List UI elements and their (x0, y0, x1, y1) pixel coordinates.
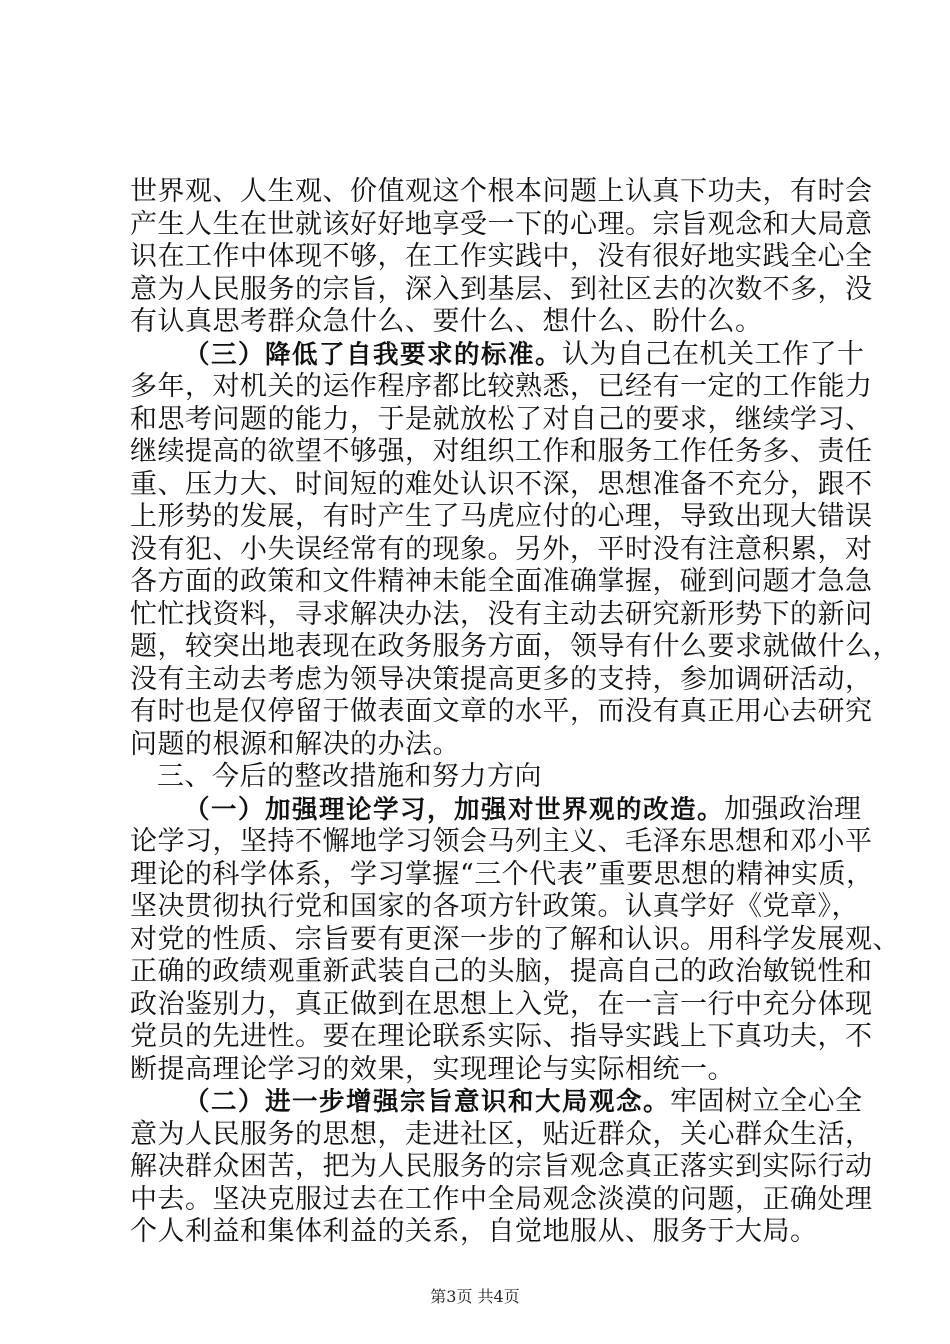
text-line: 意为人民服务的思想，走进社区，贴近群众，关心群众生活， (130, 1118, 873, 1150)
text-line: 党员的先进性。要在理论联系实际、指导实践上下真功夫，不 (130, 1021, 873, 1052)
section-title: 三、今后的整改措施和努力方向 (157, 761, 542, 792)
text-line: 各方面的政策和文件精神未能全面准确掌握，碰到问题才急急 (130, 566, 873, 597)
paragraph-heading: （一）加强理论学习，加强对世界观的改造。 (184, 794, 725, 825)
text-line: 题，较突出地表现在政务服务方面，领导有什么要求就做什么， (130, 631, 900, 662)
paragraph-first-line (130, 338, 865, 372)
text-line: 识在工作中体现不够，在工作实践中，没有很好地实践全心全 (130, 241, 873, 272)
page-footer: 第3页 共4页 (430, 1287, 520, 1306)
paragraph-lead-text: 加强政治理 (724, 793, 862, 825)
document-body (130, 176, 900, 1249)
text-line: 坚决贯彻执行党和国家的各项方针政策。认真学好《党章》， (130, 891, 859, 922)
text-line: 问题的根源和解决的办法。 (130, 728, 460, 760)
paragraph-heading: （二）进一步增强宗旨意识和大局观念。 (184, 1087, 671, 1117)
text-line: 解决群众困苦，把为人民服务的宗旨观念真正落实到实际行动 (130, 1151, 873, 1182)
text-line: 产生人生在世就该好好地享受一下的心理。宗旨观念和大局意 (130, 208, 873, 240)
paragraph-heading: （三）降低了自我要求的标准。 (184, 339, 563, 370)
paragraph-lead-text: 认为自己在机关工作了十 (562, 338, 865, 370)
text-line: 和思考问题的能力，于是就放松了对自己的要求，继续学习、 (130, 403, 873, 435)
text-line: 论学习，坚持不懈地学习领会马列主义、毛泽东思想和邓小平 (130, 826, 873, 857)
text-line: 上形势的发展，有时产生了马虎应付的心理，导致出现大错误 (130, 501, 873, 532)
text-line: 对党的性质、宗旨要有更深一步的了解和认识。用科学发展观、 (130, 923, 900, 955)
paragraph-first-line (130, 793, 862, 827)
text-line: 中去。坚决克服过去在工作中全局观念淡漠的问题，正确处理 (130, 1183, 873, 1215)
paragraph-first-line (130, 1086, 863, 1119)
text-line: 继续提高的欲望不够强，对组织工作和服务工作任务多、责任 (130, 436, 873, 467)
text-line: 重、压力大、时间短的难处认识不深，思想准备不充分，跟不 (130, 468, 873, 500)
paragraph-lead-text: 牢固树立全心全 (670, 1086, 863, 1117)
text-line: 忙忙找资料，寻求解决办法，没有主动去研究新形势下的新问 (130, 598, 873, 630)
text-line: 有认真思考群众急什么、要什么、想什么、盼什么。 (130, 306, 763, 337)
text-line: 断提高理论学习的效果，实现理论与实际相统一。 (130, 1053, 735, 1085)
text-line: 政治鉴别力，真正做到在思想上入党，在一言一行中充分体现 (130, 988, 873, 1020)
text-line: 有时也是仅停留于做表面文章的水平，而没有真正用心去研究 (130, 696, 873, 727)
text-line: 没有主动去考虑为领导决策提高更多的支持，参加调研活动， (130, 663, 873, 695)
text-line: 世界观、人生观、价值观这个根本问题上认真下功夫，有时会 (130, 176, 873, 207)
text-line: 意为人民服务的宗旨，深入到基层、到社区去的次数不多，没 (130, 273, 873, 305)
text-line: 正确的政绩观重新武装自己的头脑，提高自己的政治敏锐性和 (130, 956, 873, 987)
text-line: 理论的科学体系，学习掌握“三个代表”重要思想的精神实质， (130, 858, 874, 890)
text-line: 多年，对机关的运作程序都比较熟悉，已经有一定的工作能力 (130, 371, 873, 402)
text-line: 没有犯、小失误经常有的现象。另外，平时没有注意积累，对 (130, 533, 873, 565)
text-line: 个人利益和集体利益的关系，自觉地服从、服务于大局。 (130, 1216, 818, 1247)
